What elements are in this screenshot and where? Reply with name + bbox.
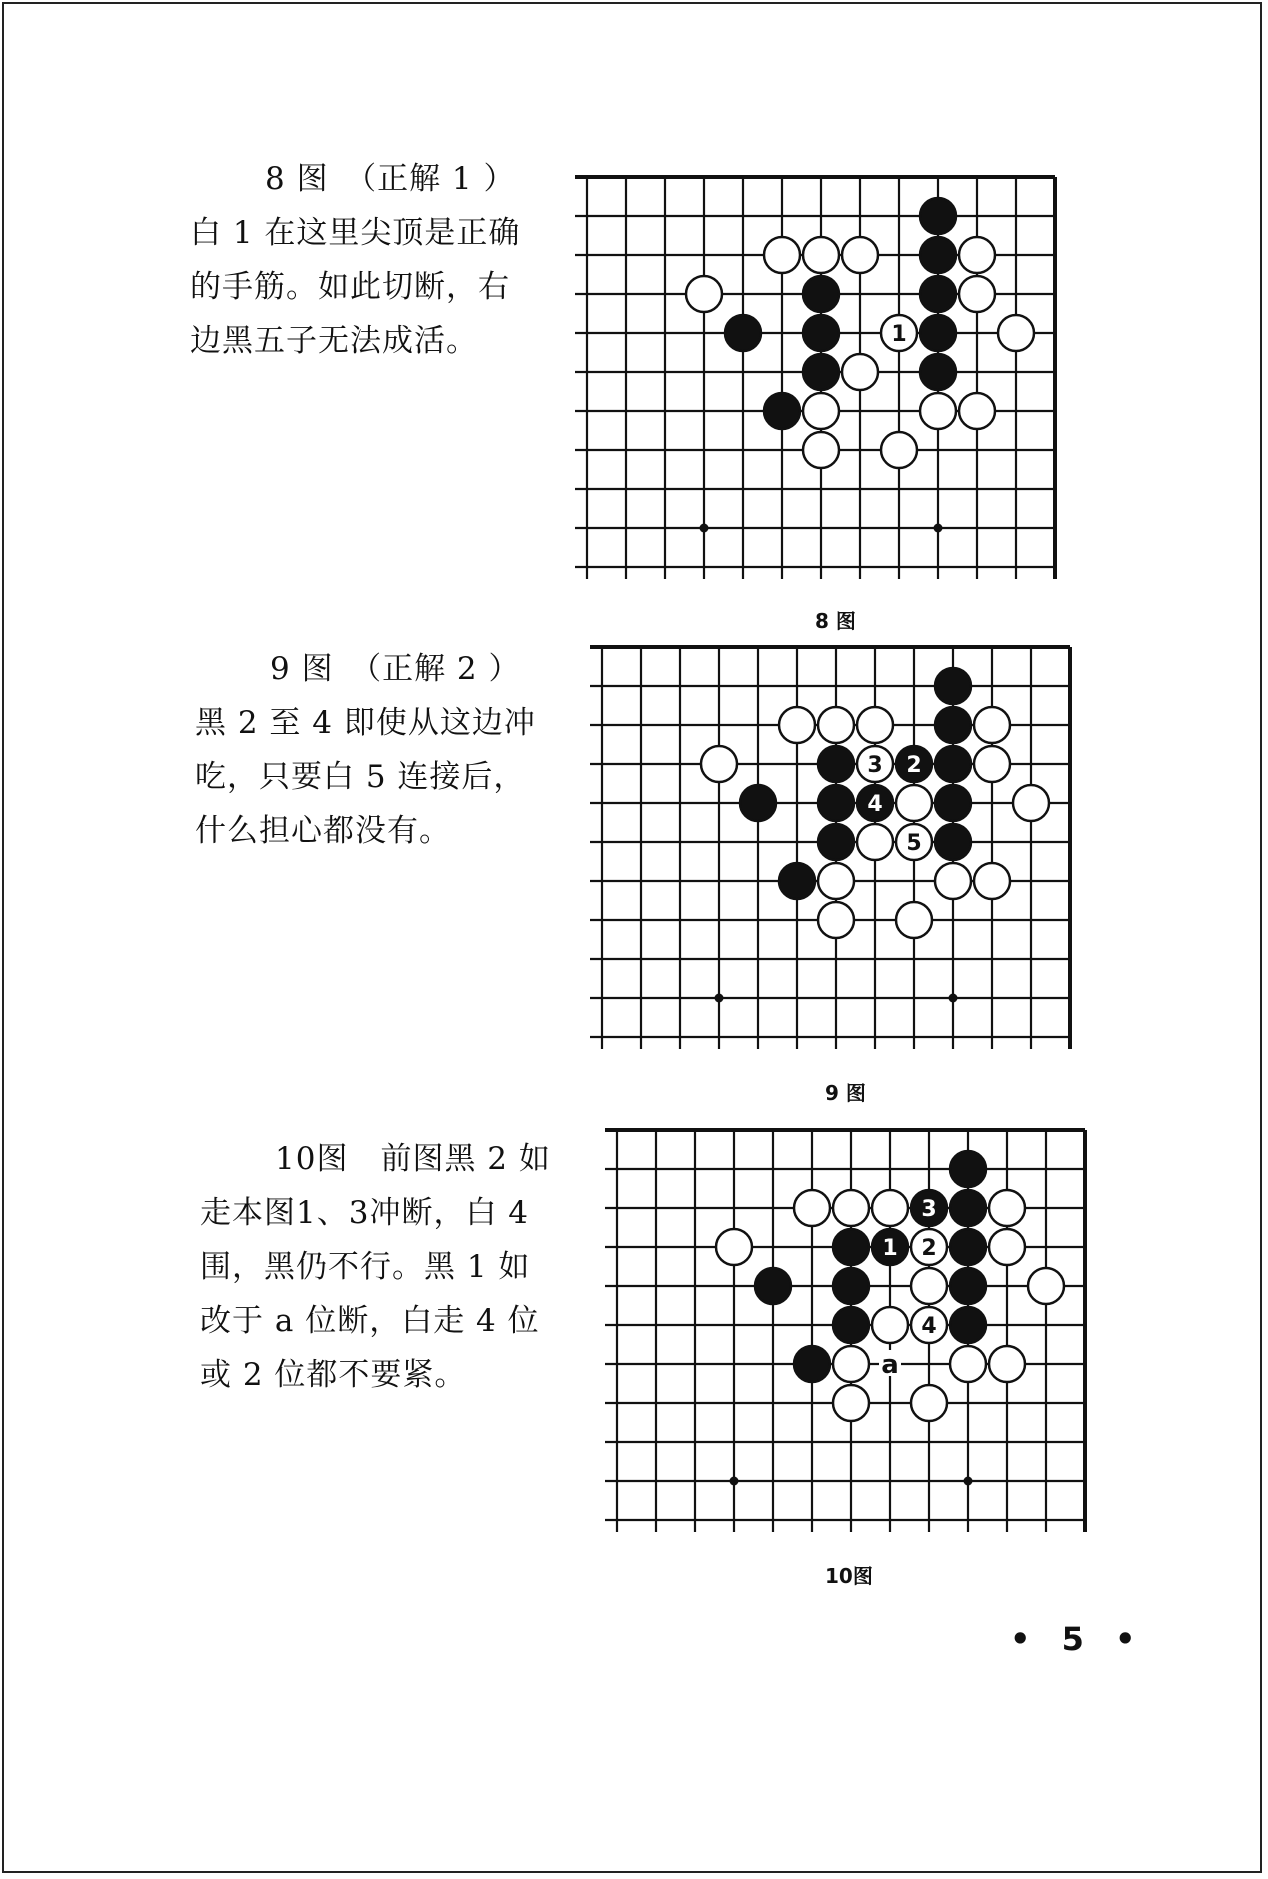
black-stone (935, 824, 971, 860)
white-stone (833, 1190, 869, 1226)
white-stone (833, 1385, 869, 1421)
black-stone (920, 198, 956, 234)
go-board-9 (590, 635, 1100, 1055)
go-board-10 (605, 1118, 1115, 1538)
diagram-8-text-line: 边黑五子无法成活。 (190, 323, 478, 359)
black-stone (950, 1268, 986, 1304)
move-number: 3 (867, 753, 883, 778)
star-point (934, 524, 943, 533)
white-stone (857, 707, 893, 743)
white-stone (872, 1307, 908, 1343)
star-point (964, 1477, 973, 1486)
white-stone (779, 707, 815, 743)
move-number: 4 (921, 1314, 937, 1339)
white-stone (764, 237, 800, 273)
black-stone (818, 746, 854, 782)
white-stone (803, 237, 839, 273)
move-number: 2 (921, 1236, 937, 1261)
black-stone (950, 1190, 986, 1226)
star-point (715, 994, 724, 1003)
black-stone (803, 315, 839, 351)
white-stone (716, 1229, 752, 1265)
white-stone (959, 276, 995, 312)
white-stone (818, 707, 854, 743)
white-stone (1028, 1268, 1064, 1304)
diagram-9-text-line: 黑 2 至 4 即使从这边冲 (195, 705, 536, 741)
diagram-8-caption: 8 图 (815, 609, 856, 633)
white-stone (989, 1346, 1025, 1382)
white-stone (998, 315, 1034, 351)
black-stone (818, 785, 854, 821)
white-stone (974, 707, 1010, 743)
white-stone (686, 276, 722, 312)
text-block-9 (195, 642, 565, 858)
diagram-8-text-line: 的手筋。如此切断，右 (190, 269, 510, 305)
white-stone (950, 1346, 986, 1382)
text-block-10 (200, 1132, 570, 1402)
black-stone (920, 315, 956, 351)
white-stone (911, 1385, 947, 1421)
white-stone (842, 237, 878, 273)
diagram-10-text-line: 围，黑仍不行。黑 1 如 (200, 1249, 531, 1285)
star-point (949, 994, 958, 1003)
white-stone (989, 1190, 1025, 1226)
white-stone (959, 237, 995, 273)
white-stone (803, 432, 839, 468)
star-point (700, 524, 709, 533)
black-stone (779, 863, 815, 899)
white-stone (701, 746, 737, 782)
diagram-10-text-line: 改于 a 位断，白走 4 位 (200, 1303, 540, 1339)
black-stone (920, 237, 956, 273)
white-stone (935, 863, 971, 899)
page-number: • 5 • (1010, 1620, 1146, 1658)
black-stone (803, 354, 839, 390)
black-stone (794, 1346, 830, 1382)
black-stone (950, 1307, 986, 1343)
move-number: 1 (891, 322, 907, 347)
black-stone (764, 393, 800, 429)
black-stone (803, 276, 839, 312)
white-stone (896, 902, 932, 938)
white-stone (872, 1190, 908, 1226)
white-stone (1013, 785, 1049, 821)
diagram-9-text-line: 什么担心都没有。 (195, 813, 451, 849)
black-stone (725, 315, 761, 351)
diagram-9-heading: 9 图 （正解 2 ） (270, 651, 521, 687)
black-stone (950, 1151, 986, 1187)
white-stone (974, 863, 1010, 899)
white-stone (920, 393, 956, 429)
black-stone (950, 1229, 986, 1265)
diagram-10-text-line: 走本图1、3冲断，白 4 (200, 1195, 530, 1231)
white-stone (881, 432, 917, 468)
black-stone (920, 276, 956, 312)
white-stone (959, 393, 995, 429)
white-stone (857, 824, 893, 860)
black-stone (755, 1268, 791, 1304)
black-stone (935, 785, 971, 821)
white-stone (989, 1229, 1025, 1265)
black-stone (935, 668, 971, 704)
move-number: 1 (882, 1236, 898, 1261)
white-stone (803, 393, 839, 429)
move-number: 5 (906, 831, 922, 856)
diagram-9-caption: 9 图 (825, 1081, 866, 1105)
black-stone (833, 1307, 869, 1343)
go-board-8 (575, 165, 1085, 585)
white-stone (896, 785, 932, 821)
black-stone (833, 1268, 869, 1304)
diagram-8-text-line: 白 1 在这里尖顶是正确 (190, 215, 521, 251)
black-stone (833, 1229, 869, 1265)
diagram-9-text-line: 吃，只要白 5 连接后， (195, 759, 526, 795)
star-point (730, 1477, 739, 1486)
black-stone (935, 746, 971, 782)
point-label: a (881, 1350, 899, 1380)
white-stone (818, 863, 854, 899)
diagram-8-heading: 8 图 （正解 1 ） (265, 161, 516, 197)
diagram-10-text-line: 或 2 位都不要紧。 (200, 1357, 467, 1393)
white-stone (911, 1268, 947, 1304)
black-stone (740, 785, 776, 821)
white-stone (833, 1346, 869, 1382)
diagram-10-heading: 10图 前图黑 2 如 (275, 1141, 551, 1177)
white-stone (794, 1190, 830, 1226)
diagram-10-caption: 10图 (825, 1564, 873, 1588)
black-stone (818, 824, 854, 860)
move-number: 4 (867, 792, 883, 817)
move-number: 3 (921, 1197, 937, 1222)
text-block-8 (190, 152, 560, 368)
white-stone (842, 354, 878, 390)
black-stone (935, 707, 971, 743)
black-stone (920, 354, 956, 390)
white-stone (974, 746, 1010, 782)
white-stone (818, 902, 854, 938)
move-number: 2 (906, 753, 922, 778)
